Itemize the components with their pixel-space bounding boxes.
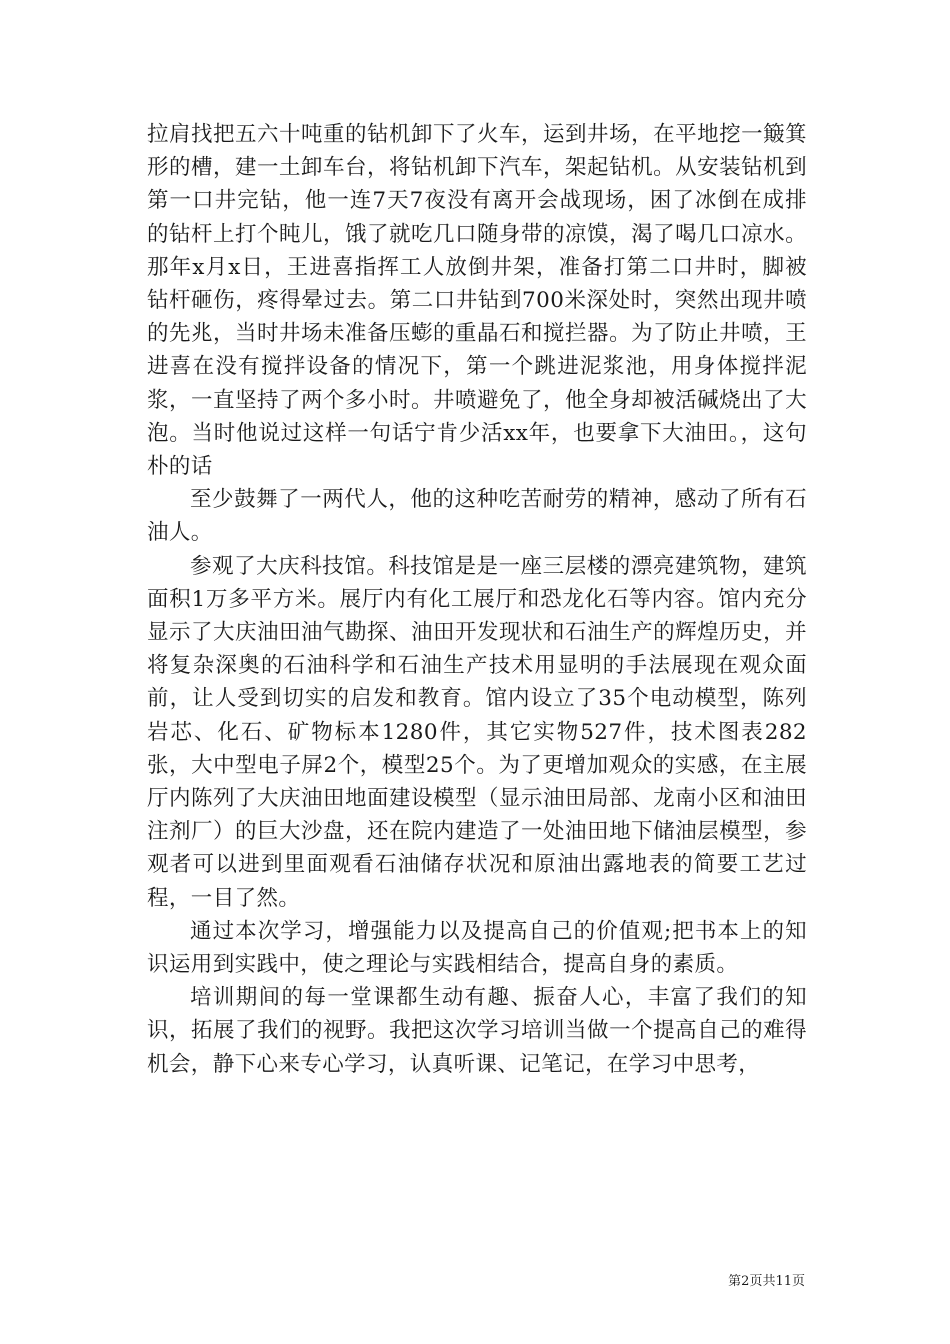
paragraph-5: 培训期间的每一堂课都生动有趣、振奋人心，丰富了我们的知识，拓展了我们的视野。我把这次学习培训当做一个提高自己的难得机会，静下心来专心学习，认真听课、记笔记，在学习中思考， (147, 985, 807, 1077)
paragraph-2: 至少鼓舞了一两代人，他的这种吃苦耐劳的精神，感动了所有石油人。 (147, 487, 807, 546)
paragraph-3: 参观了大庆科技馆。科技馆是是一座三层楼的漂亮建筑物，建筑面积1万多平方米。展厅内有化工展厅和恐龙化石等内容。馆内充分显示了大庆油田油气勘探、油田开发现状和石油生产的辉煌历史，并将复杂深奥的石油科学和石油生产技术用显明的手法展现在观众面前，让人受到切实的启发和教育。馆内设立了35个电动模型，陈列岩芯、化石、矿物标本1280件，其它实物527件，技术图表282张，大中型电子屏2个，模型25个。为了更增加观众的实感，在主展厅内陈列了大庆油田地面建设模型（显示油田局部、龙南小区和油田注剂厂）的巨大沙盘，还在院内建造了一处油田地下储油层模型，参观者可以进到里面观看石油储存状况和原油出露地表的简要工艺过程，一目了然。 (147, 553, 807, 911)
paragraph-4: 通过本次学习，增强能力以及提高自己的价值观;把书本上的知识运用到实践中，使之理论与实践相结合，提高自身的素质。 (147, 918, 807, 978)
paragraph-1: 拉肩找把五六十吨重的钻机卸下了火车，运到井场，在平地挖一簸箕形的槽，建一土卸车台，将钻机卸下汽车，架起钻机。从安装钻机到第一口井完钻，他一连7天7夜没有离开会战现场，困了冰倒在成排的钻杆上打个盹儿，饿了就吃几口随身带的凉馍，渴了喝几口凉水。那年x月x日，王进喜指挥工人放倒井架，准备打第二口井时，脚被钻杆砸伤，疼得晕过去。第二口井钻到700米深处时，突然出现井喷的先兆，当时井场未准备压蟛的重晶石和搅拦器。为了防止井喷，王进喜在没有搅拌设备的情况下，第一个跳进泥浆池，用身体搅拌泥浆，一直坚持了两个多小时。井喷避免了，他全身却被活碱烧出了大泡。当时他说过这样一句话宁肯少活xx年，也要拿下大油田。，这句朴的话 (147, 122, 807, 480)
page-number-footer: 第2页共11页 (728, 1274, 805, 1289)
document-body (147, 118, 807, 1081)
